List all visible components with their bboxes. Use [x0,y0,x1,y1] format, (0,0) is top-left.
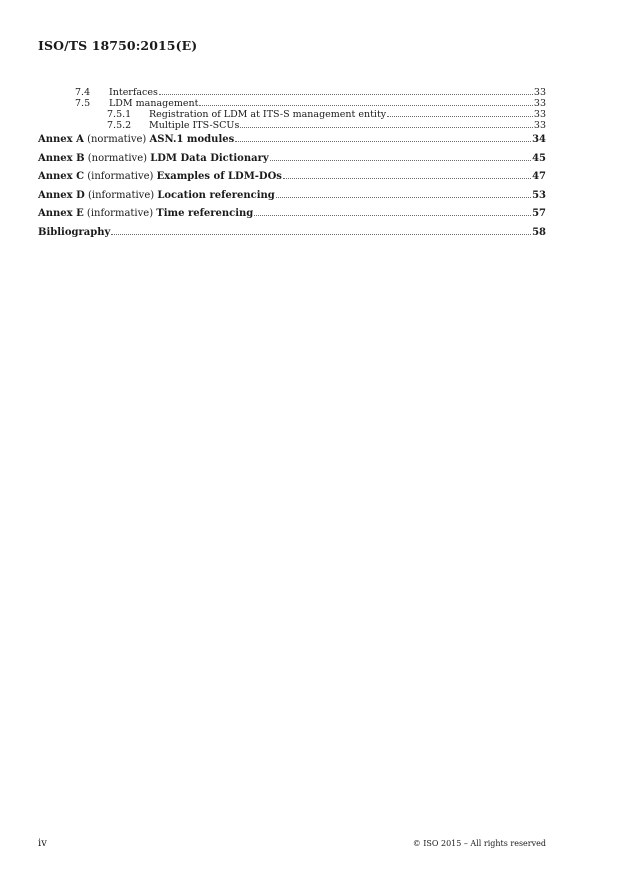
toc-entry[interactable] [38,120,546,131]
annex-title: Location referencing [157,189,275,201]
dot-leader [240,126,533,128]
annex-title: LDM Data Dictionary [150,152,269,164]
toc-bibliography-entry[interactable] [38,224,546,243]
toc-page: 33 [533,87,546,98]
toc-number: 7.5.2 [107,120,132,131]
toc-entry[interactable] [38,98,546,109]
toc-page: 33 [533,109,546,120]
toc-page: 57 [532,208,546,219]
document-id: ISO/TS 18750:2015(E) [38,38,198,53]
toc-annex-entry[interactable] [38,131,546,150]
page-number: iv [38,838,47,849]
toc-number: 7.5 [75,98,91,109]
toc-title [38,150,269,169]
toc-page: 33 [533,120,546,131]
copyright-notice: © ISO 2015 – All rights reserved [412,839,546,848]
toc-page: 53 [532,189,546,201]
annex-type: (informative) [86,208,154,219]
toc-entry[interactable] [38,109,546,120]
dot-leader [159,93,533,95]
annex-type: (normative) [87,152,148,164]
dot-leader [283,177,531,179]
dot-leader [254,214,531,216]
dot-leader [270,159,531,161]
toc-number: 7.4 [75,87,91,98]
toc-title: Interfaces [109,87,158,98]
annex-title: ASN.1 modules [149,134,235,145]
toc-title: Registration of LDM at ITS-S management entity [149,109,387,120]
toc-annex-entry[interactable] [38,187,546,206]
toc-title [38,131,234,150]
annex-label: Annex B [38,152,85,164]
toc-title [38,205,253,224]
dot-leader [387,115,533,117]
dot-leader [235,140,531,142]
toc-number: 7.5.1 [107,109,132,120]
toc-page: 47 [532,171,546,182]
table-of-contents [38,87,546,242]
toc-title: Multiple ITS-SCUs [149,120,240,131]
toc-title [38,187,275,206]
dot-leader [276,196,531,198]
toc-annex-entry[interactable] [38,168,546,187]
annex-label: Annex D [38,189,85,201]
annex-type: (informative) [87,171,154,182]
annex-label: Annex C [38,171,85,182]
annex-type: (normative) [87,134,147,145]
toc-annex-entry[interactable] [38,205,546,224]
annex-title: Examples of LDM-DOs [156,171,282,182]
toc-page: 58 [532,226,546,238]
annex-title: Time referencing [156,208,254,219]
annex-label: Annex E [38,208,84,219]
annex-type: (informative) [87,189,155,201]
toc-annex-entry[interactable] [38,150,546,169]
dot-leader [111,233,531,235]
dot-leader [199,104,533,106]
toc-title: LDM management [109,98,199,109]
toc-page: 45 [532,152,546,164]
toc-title [38,168,282,187]
toc-entry[interactable] [38,87,546,98]
toc-page: 33 [533,98,546,109]
toc-page: 34 [532,134,546,145]
toc-title: Bibliography [38,226,111,238]
annex-label: Annex A [38,134,84,145]
